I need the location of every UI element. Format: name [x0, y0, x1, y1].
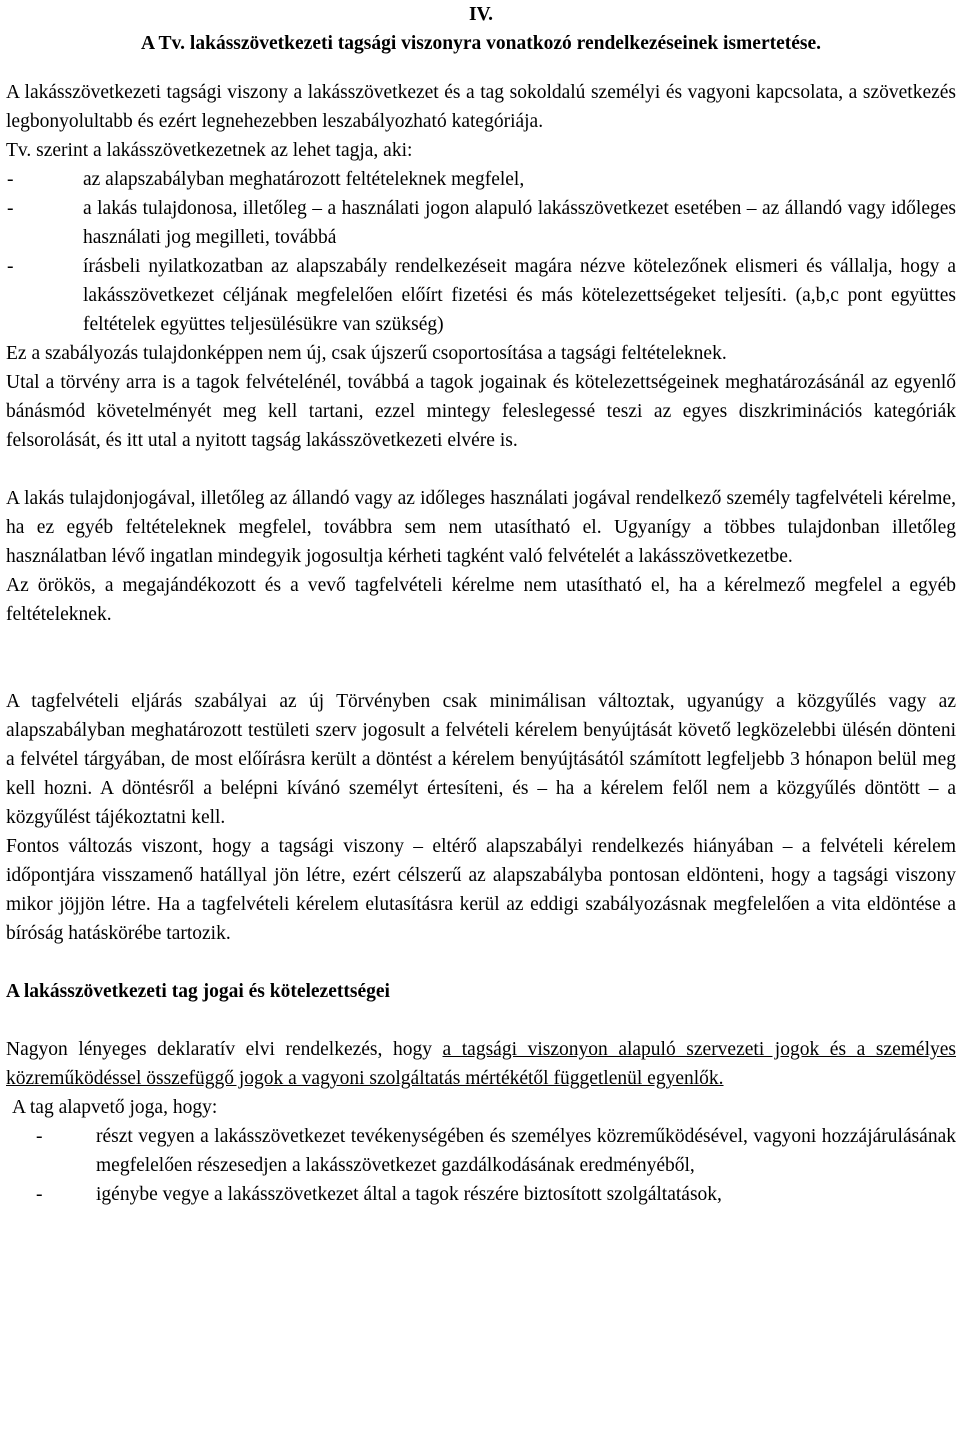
membership-note: Ez a szabályozás tulajdonképpen nem új, csak újszerű csoportosítása a tagsági feltételeknek.	[6, 343, 727, 364]
condition-a: az alapszabályban meghatározott feltételeknek megfelel,	[83, 169, 525, 190]
effect-paragraph: Fontos változás viszont, hogy a tagsági viszony – eltérő alapszabályi rendelkezés hiányában – a felvételi kérelem időpontjára visszamenő hatállyal jön létre, ezért célszerű az alapszabályba pontosan eldönteni, hogy a tagsági viszony mikor jöjjön létre. Ha a tagfelvételi kérelem elutasításra kerül az eddigi szabályozásnak megfelelően a vita eldöntése a bíróság hatáskörébe tartozik.	[6, 836, 956, 944]
list-bullet: -	[7, 198, 14, 219]
list-bullet: -	[36, 1184, 43, 1205]
rights-intro-paragraph	[6, 1035, 956, 1093]
ownership-paragraph: A lakás tulajdonjogával, illetőleg az állandó vagy az időleges használati jogával rendelkező személy tagfelvételi kérelme, ha ez egyéb feltételeknek megfelel, továbbra sem nem utasítható el. Ugyanígy a többes tulajdonban illetőleg használatban lévő ingatlan mindegyik jogosultja kérheti tagként való felvételét a lakásszövetkezetbe.	[6, 488, 956, 567]
condition-b: a lakás tulajdonosa, illetőleg – a használati jogon alapuló lakásszövetkezet esetében – az állandó vagy időleges használati jog megilleti, továbbá	[83, 198, 956, 248]
list-bullet: -	[7, 256, 14, 277]
heir-paragraph: Az örökös, a megajándékozott és a vevő tagfelvételi kérelme nem utasítható el, ha a kérelmező megfelel a egyéb feltételeknek.	[6, 575, 956, 625]
list-bullet: -	[36, 1126, 43, 1147]
list-bullet: -	[7, 169, 14, 190]
chapter-title: A Tv. lakásszövetkezeti tagsági viszonyra vonatkozó rendelkezéseinek ismertetése.	[140, 33, 822, 54]
procedure-paragraph: A tagfelvételi eljárás szabályai az új Törvényben csak minimálisan változtak, ugyanúgy a közgyűlés vagy az alapszabályban meghatározott testületi szerv jogosult a felvételi kérelem benyújtását követő legközelebbi ülésén dönteni a felvétel tárgyában, de most előírásra került a döntést a kérelem benyújtásától számított legfeljebb 3 hónapon belül meg kell hozni. A döntésről a belépni kívánó személyt értesíteni, és – ha a kérelem felől nem a közgyűlés döntött – a közgyűlést tájékoztatni kell.	[6, 691, 956, 828]
list-item	[6, 252, 956, 339]
equal-treatment-paragraph: Utal a törvény arra is a tagok felvételénél, továbbá a tagok jogainak és kötelezettségeinek meghatározásánál az egyenlő bánásmód követelményét meg kell tartani, ezzel mintegy feleslegessé teszi az egyes diszkriminációs kategóriák felsorolását, és itt utal a nyitott tagság lakásszövetkezeti elvére is.	[6, 372, 956, 451]
document-page	[6, 0, 956, 1209]
intro-paragraph: A lakásszövetkezeti tagsági viszony a lakásszövetkezet és a tag sokoldalú személyi és vagyoni kapcsolata, a szövetkezés legbonyolultabb és ezért legnehezebben leszabályozható kategóriája.	[6, 82, 956, 132]
basic-right-1: részt vegyen a lakásszövetkezet tevékenységében és személyes közreműködésével, vagyoni hozzájárulásának megfelelően részesedjen a lakásszövetkezet gazdálkodásának eredményéből,	[96, 1126, 956, 1176]
list-item	[6, 194, 956, 252]
rights-heading: A lakásszövetkezeti tag jogai és kötelezettségei	[6, 981, 390, 1002]
basic-rights-lead: A tag alapvető joga, hogy:	[12, 1097, 218, 1118]
membership-section	[6, 136, 956, 455]
chapter-number: IV.	[468, 4, 494, 25]
basic-right-2: igénybe vegye a lakásszövetkezet által a tagok részére biztosított szolgáltatások,	[96, 1184, 722, 1205]
membership-lead: Tv. szerint a lakásszövetkezetnek az lehet tagja, aki:	[6, 140, 413, 161]
list-item	[6, 1180, 956, 1209]
list-item	[6, 1122, 956, 1180]
rights-intro-underlined: a tagsági viszonyon alapuló szervezeti jogok és a személyes közreműködéssel összefüggő jogok a vagyoni szolgáltatás mértékétől függetlenül egyenlők.	[6, 1039, 956, 1089]
list-item	[6, 165, 956, 194]
rights-intro-text: Nagyon lényeges deklaratív elvi rendelkezés, hogy	[6, 1039, 443, 1060]
condition-c: írásbeli nyilatkozatban az alapszabály rendelkezéseit magára nézve kötelezőnek elismeri és vállalja, hogy a lakásszövetkezet céljának megfelelően előírt fizetési és más kötelezettségeket teljesíti. (a,b,c pont együttes feltételek együttes teljesülésükre van szükség)	[83, 256, 956, 335]
